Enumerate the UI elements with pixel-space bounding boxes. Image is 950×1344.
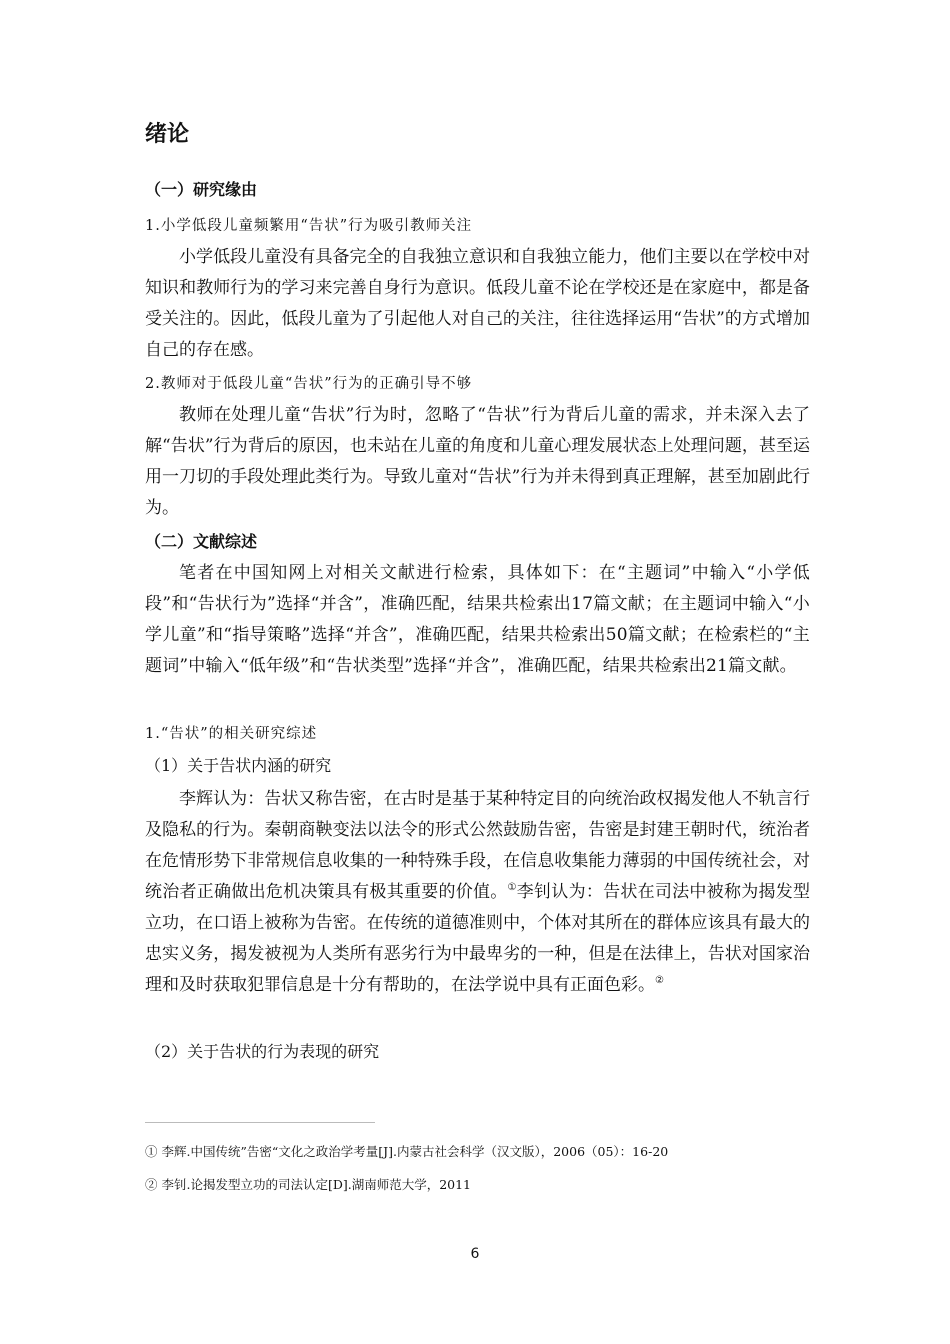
paragraph-2: 教师在处理儿童“告状”行为时，忽略了“告状”行为背后儿童的需求，并未深入去了解“告状”行为背后的原因，也未站在儿童的角度和儿童心理发展状态上处理问题，甚至运用一刀切的手段处理此类行为。导致儿童对“告状”行为并未得到真正理解，甚至加剧此行为。: [145, 405, 810, 518]
paragraph-4-part-a: 李辉认为：告状又称告密，在古时是基于某种特定目的向统治政权揭发他人不轨言行及隐私的行为。秦朝商鞅变法以法令的形式公然鼓励告密，告密是封建王朝时代，统治者在危情形势下非常规信息收集的一种特殊手段，在信息收集能力薄弱的中国传统社会，对统治者正确做出危机决策具有极其重要的价值。: [145, 789, 810, 902]
subsection-heading-3: 1.“告状”的相关研究综述: [145, 726, 318, 742]
footnote-1: ① 李辉.中国传统”告密“文化之政治学考量[J].内蒙古社会科学（汉文版），2006（05）：16-20: [145, 1144, 669, 1159]
page-number: 6: [470, 1246, 480, 1262]
footnote-2: ② 李钊.论揭发型立功的司法认定[D].湖南师范大学，2011: [145, 1177, 472, 1192]
section-heading-research-reason: （一）研究缘由: [145, 180, 258, 199]
sub-subsection-heading-1: （1）关于告状内涵的研究: [145, 756, 332, 775]
footnote-mark-1: ①: [507, 882, 517, 893]
paragraph-4: [145, 784, 810, 1001]
footnote-mark-2: ②: [655, 975, 664, 986]
paragraph-3: 笔者在中国知网上对相关文献进行检索，具体如下：在“主题词”中输入“小学低段”和“告状行为”选择“并含”，准确匹配，结果共检索出17篇文献；在主题词中输入“小学儿童”和“指导策略”选择“并含”，准确匹配，结果共检索出50篇文献；在检索栏的“主题词”中输入“低年级”和“告状类型”选择“并含”，准确匹配，结果共检索出21篇文献。: [145, 563, 810, 676]
subsection-heading-2: 2.教师对于低段儿童“告状”行为的正确引导不够: [145, 376, 473, 392]
paragraph-1: 小学低段儿童没有具备完全的自我独立意识和自我独立能力，他们主要以在学校中对知识和教师行为的学习来完善自身行为意识。低段儿童不论在学校还是在家庭中，都是备受关注的。因此，低段儿童为了引起他人对自己的关注，往往选择运用“告状”的方式增加自己的存在感。: [145, 247, 810, 360]
chapter-title: 绪论: [145, 122, 190, 147]
paragraph-4-part-b: 李钊认为：告状在司法中被称为揭发型立功，在口语上被称为告密。在传统的道德准则中，个体对其所在的群体应该具有最大的忠实义务，揭发被视为人类所有恶劣行为中最卑劣的一种，但是在法律上，告状对国家治理和及时获取犯罪信息是十分有帮助的，在法学说中具有正面色彩。: [145, 882, 811, 995]
sub-subsection-heading-2: （2）关于告状的行为表现的研究: [145, 1042, 380, 1061]
section-heading-literature-review: （二）文献综述: [145, 532, 258, 551]
subsection-heading-1: 1.小学低段儿童频繁用“告状”行为吸引教师关注: [145, 218, 473, 234]
footnote-divider: [145, 1122, 375, 1123]
